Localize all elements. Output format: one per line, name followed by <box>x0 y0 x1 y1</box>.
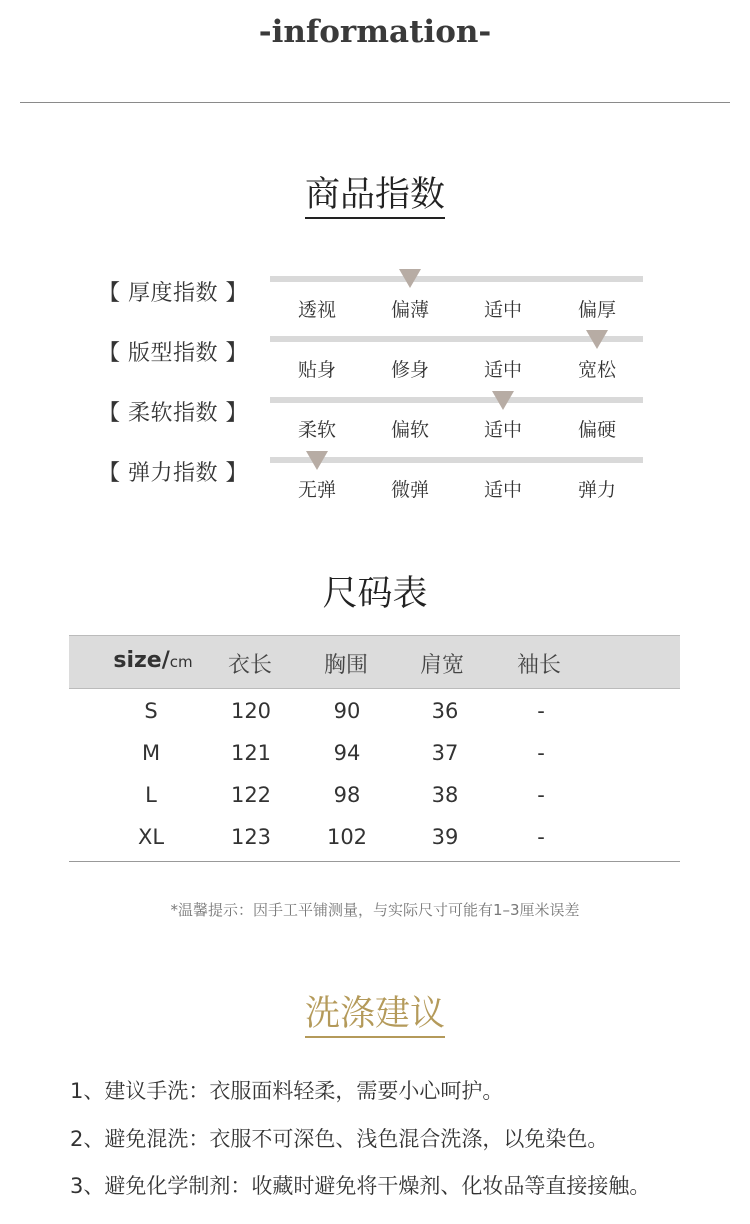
table-cell: S <box>144 699 158 723</box>
table-cell: 37 <box>431 741 459 765</box>
index-option: 适中 <box>483 419 522 441</box>
col-header-chest: 胸围 <box>323 653 368 678</box>
index-label-thickness: 【 厚度指数 】 <box>98 281 248 306</box>
index-bar-thickness <box>270 276 643 282</box>
measurement-note: *温馨提示：因手工平铺测量，与实际尺寸可能有1–3厘米误差 <box>170 901 580 919</box>
index-option: 透视 <box>297 299 336 321</box>
header-divider <box>20 102 730 103</box>
index-option: 宽松 <box>577 359 616 381</box>
col-header-length: 衣长 <box>227 653 272 678</box>
table-cell: 94 <box>333 741 361 765</box>
index-label-softness: 【 柔软指数 】 <box>98 401 248 426</box>
wash-section-title-text: 洗涤建议 <box>305 994 445 1038</box>
table-cell: XL <box>137 825 165 849</box>
index-option: 偏软 <box>390 419 429 441</box>
size-col-header-main: size/ <box>113 648 170 673</box>
table-cell: 102 <box>326 825 368 849</box>
index-bar-softness <box>270 397 643 403</box>
size-section-title: 尺码表 <box>322 574 428 614</box>
table-cell: 90 <box>333 699 361 723</box>
index-section-title <box>0 167 750 217</box>
index-option: 适中 <box>483 479 522 501</box>
index-option: 贴身 <box>297 359 336 381</box>
table-cell: 98 <box>333 783 361 807</box>
index-label-fit: 【 版型指数 】 <box>98 341 248 366</box>
index-marker-softness <box>492 391 514 410</box>
table-cell: 36 <box>431 699 459 723</box>
index-option: 弹力 <box>577 479 616 501</box>
wash-instruction: 1、建议手洗：衣服面料轻柔，需要小心呵护。 <box>70 1079 504 1103</box>
index-option: 微弹 <box>390 479 429 501</box>
index-option: 偏厚 <box>577 299 616 321</box>
index-marker-fit <box>586 330 608 349</box>
index-option: 修身 <box>390 359 429 381</box>
table-cell: 122 <box>230 783 272 807</box>
index-option: 柔软 <box>297 419 336 441</box>
table-cell: 120 <box>230 699 272 723</box>
table-cell: 121 <box>230 741 272 765</box>
index-section-title-text: 商品指数 <box>305 175 445 219</box>
table-cell: M <box>141 741 161 765</box>
table-cell: - <box>537 741 545 765</box>
index-option: 偏硬 <box>577 419 616 441</box>
table-cell: 123 <box>230 825 272 849</box>
size-col-header-unit: cm <box>169 653 193 671</box>
index-marker-elasticity <box>306 451 328 470</box>
index-marker-thickness <box>399 269 421 288</box>
table-cell: - <box>537 783 545 807</box>
index-option: 偏薄 <box>390 299 429 321</box>
wash-instruction: 3、避免化学制剂：收藏时避免将干燥剂、化妆品等直接接触。 <box>70 1174 651 1198</box>
index-option: 适中 <box>483 299 522 321</box>
table-cell: - <box>537 699 545 723</box>
wash-instruction: 2、避免混洗：衣服不可深色、浅色混合洗涤，以免染色。 <box>70 1127 609 1151</box>
page-header-title: -information- <box>258 14 492 50</box>
table-cell: 39 <box>431 825 459 849</box>
table-bottom-rule <box>69 861 680 862</box>
table-cell: L <box>145 783 157 807</box>
table-cell: - <box>537 825 545 849</box>
col-header-shoulder: 肩宽 <box>419 653 464 678</box>
index-option: 无弹 <box>297 479 336 501</box>
size-col-header <box>108 648 198 673</box>
table-cell: 38 <box>431 783 459 807</box>
col-header-sleeve: 袖长 <box>516 653 561 678</box>
index-option: 适中 <box>483 359 522 381</box>
index-label-elasticity: 【 弹力指数 】 <box>98 461 248 486</box>
wash-section-title <box>0 986 750 1036</box>
